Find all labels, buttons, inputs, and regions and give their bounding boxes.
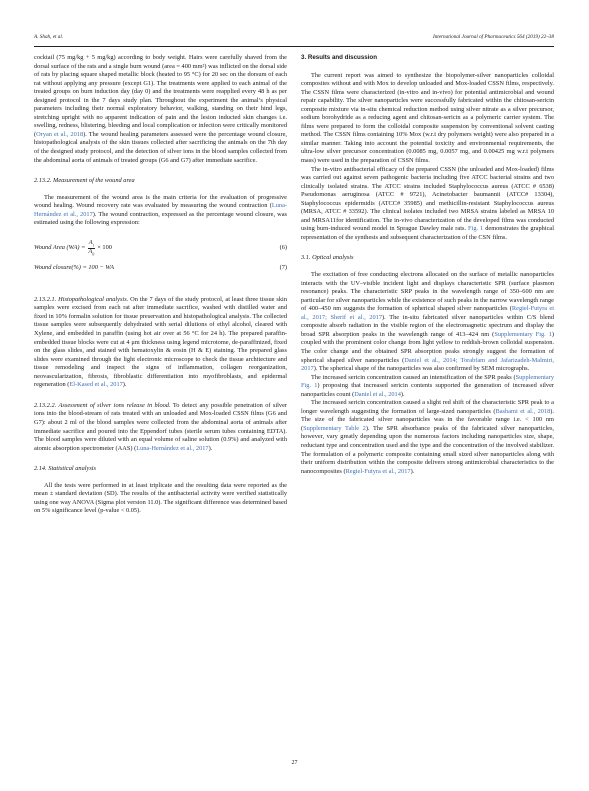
equation-fraction: [87, 240, 95, 258]
paragraph: [301, 166, 554, 243]
paragraph: [301, 271, 554, 374]
text: ) coupled with the prominent color change from light yellow to reddish-brown colloidal suspension. The color change and the obtained SPR absorption peaks strongly suggest the formation of spherical shaped silver nanoparticles (: [301, 330, 554, 364]
text: The excitation of free conducting electrons allocated on the surface of metallic nanoparticles interacts with the UV–visible incident light and displays characteristic SPR (surface plasmon resonance) peaks. The characteristic SRP peaks in the wavelength range of 350–600 nm are particular for silver nanoparticles while the existence of such peaks in the narrow wavelength range of 400–450 nm suggests the formation of spherical shaped silver nanoparticles (: [301, 271, 554, 313]
paragraph: [34, 296, 287, 390]
text: On the 7 days of the study protocol, at least three tissue skin samples were excised from each rat after immediate sacrifice, washed with distilled water and fixed in 10% formalin solution for tissue preservation and histopathological analysis. The collected tissue samples were subsequently dehydrated with serial dilutions of ethyl alcohol, cleared with Xylene, and embedded in paraffin (using hot air over at 56 °C for 24 h). The prepared paraffin-embedded tissue blocks were cut at 4 μm thickness using legend microtome, de-paraffinized, fixed on the glass slides, and stained with hematoxylin & eosin (H & E) staining. The prepared glass slides were examined through the light electronic microscope to check the tissue architecture and tissue remodeling and inspect the signs of inflammation, collagen reorganization, neovascularization, fibrosis, fibroblastic differentiation into myofibroblasts, and epidermal regeneration (: [34, 295, 287, 389]
citation-link[interactable]: El-Kased et al., 2017: [69, 381, 123, 389]
text: ). The SPR absorbance peaks of the fabricated silver nanoparticles, however, vary greatly depending upon the numerous factors including nanoparticles size, shape, reductant type and concentration used and the type and the concentration of the involved stabilizer. The formulation of a polymeric composite containing small sized silver nanoparticles along with their uniform distribution within the composite delivers strong antimicrobial characteristics to the nanocomposites (: [301, 424, 554, 475]
citation-link[interactable]: Regiel-Futyra et al., 2017; Sherif et al., 2017: [301, 305, 554, 321]
equation-rhs: × 100: [97, 244, 112, 252]
text: ).: [400, 390, 405, 398]
equation-number: (7): [279, 263, 287, 271]
citation-link[interactable]: Daniel et al., 2014; Torabfam and Jafarizadeh-Malmiri, 2017: [301, 356, 555, 373]
citation-link[interactable]: Oryan et al., 2018: [36, 130, 84, 138]
text: To detect any possible penetration of silver ions into the blood-stream of rats treated with an unloaded and Mox-loaded CSSN films (G6 and G7): about 2 ml of the blood samples were collected from the abdominal aorta of animals after immediate sacrifice and poured into the Eppendorf tubes (sterile serum tubes containing EDTA). The blood samples were diluted with an equal volume of saline solution (0.9%) and analyzed with atomic absorption spectrometer (AAS) (: [34, 401, 287, 452]
text: ).: [208, 444, 213, 452]
text: The measurement of the wound area is the main criteria for the evaluation of progressive wound healing. Wound recovery rate was evaluated by measuring the wound contraction (: [34, 193, 287, 210]
equation-number: (6): [279, 243, 287, 251]
equation-lhs: Wound Area (WA) =: [34, 244, 86, 252]
text: ) proposing that increased sericin contents supported the generation of increased silver nanoparticles count (: [301, 382, 554, 398]
equation-body: Wound closure(%) = 100 − WA: [34, 263, 115, 271]
equation-6: [34, 236, 287, 258]
figure-link[interactable]: Fig. 1: [468, 225, 484, 233]
right-column: [301, 54, 554, 476]
text: The in-vitro antibacterial efficacy of the prepared CSSN (the unloaded and Mox-loaded) films was carried out against seven pathogenic bacteria including five ATCC bacterial strains and two clinically isolated strains. The ATCC strains included Staphylococcus aureus (ATCC # 6538) Pseudomonas aeruginosa (ATCC # 9721), Acinetobacter baumannii (ATCC# 13304), Staphylococcus epidermidis (ATCC# 35985) and methicillin-resistant Staphylococcus aureus (MRSA, ATCC # 33592). The clinical isolates included two MRSA strains labeled as MRSA 10 and MRSA11for identification. The in-vivo characterization of the developed films was conducted using burn-induced wound model in Sprague Dawley male rats.: [301, 165, 554, 233]
supplementary-link[interactable]: Supplementary Fig. 1: [494, 330, 552, 338]
citation-link[interactable]: Daniel et al., 2014: [354, 390, 401, 398]
text: ). The spherical shape of the nanoparticles was also confirmed by SEM micrographs.: [313, 365, 530, 373]
text: The increased sericin concentration caused an intensification of the SPR peaks (: [311, 373, 516, 381]
paragraph: [301, 374, 554, 400]
page-number: 27: [291, 760, 298, 766]
supplementary-link[interactable]: Supplementary Table 2: [303, 424, 366, 432]
subsection-title: 3.1. Optical analysis: [301, 254, 354, 262]
text: ). The size of the fabricated silver nanoparticles was in the favorable range i.e. < 100 nm (: [301, 407, 554, 432]
section-title: 3. Results and discussion: [301, 54, 377, 61]
running-header: [34, 34, 554, 44]
equation-7: [34, 262, 287, 276]
paragraph: [34, 402, 287, 453]
header-rule: [34, 46, 554, 47]
supplementary-link[interactable]: Supplementary Fig. 1: [301, 373, 554, 390]
text: ).: [410, 467, 415, 475]
text: ). The wound healing parameters assessed were the percentage wound closure, histopathological analysis of the skin tissues collected after sacrificing the animals on the 7th day of the designed study protocol, and the detection of silver ions in the blood samples collected from the abdominal aorta of animals of treated groups (G6 and G7) after immediate sacrifice.: [34, 130, 287, 164]
text: demonstrates the graphical representation of the synthesis and subsequent characterization of the CSN films.: [301, 225, 554, 241]
citation-link[interactable]: Bashami et al., 2018: [495, 407, 551, 415]
text: cocktail (75 mg/kg + 5 mg/kg) according to body weight. Hairs were carefully shaved from the dorsal surface of the rats and a single burn wound (area = 400 mm²) was inflicted on the dorsal side of rats by placing square shaped metallic block (heated to 95 °C) for 20 sec on the dorsum of each rat without applying any pressure (except G1). The treatments were applied to each animal of the treated groups on burn induction day (day 0) and the treatments were reapplied every 48 h as per designed protocol in the 7 days study plan. Throughout the experiment the animal’s physical parameters including their normal exploratory behavior, walking, standing on their hind legs, stretching upright with no apparent indication of pain and the lesion inducted skin changes i.e. swelling, redness, blistering, bleeding and local complication or infection were critically monitored (: [34, 54, 287, 138]
text: ). The in-situ fabricated silver nanoparticles within C/S blend composite absorb radiation in the visible region of the electromagnetic spectrum and display the broad SPR absorption peaks in the wavelength range of 413–424 nm (: [301, 313, 554, 338]
text: The increased sericin concentration caused a slight red shift of the characteristic SPR peak to a longer wavelength suggesting the formation of large-sized nanoparticles (: [301, 399, 554, 415]
numerator-subscript: t: [92, 242, 94, 248]
subsection-title: 2.14. Statistical analysis: [34, 465, 97, 473]
paragraph: The current report was aimed to synthesize the biopolymer-silver nanoparticles colloidal composites without and with Mox to develop unloaded and Mox-loaded CSSN films, respectively. The CSSN films were characterized (in-vitro and in-vivo) for potential antimicrobial and wound repair capability. The silver nanoparticles were successfully fabricated within the chitosan-sericin composite mixture via in-situ chemical reduction method using silver nitrate as a silver precursor, sodium borohydride as a reducing agent and chitosan-sericin as a polymeric carrier system. The films were prepared to form the colloidal composite suspension by conventional solvent casting method. The CSSN films containing 10% Mox (w.r.t dry polymers weight) were also prepared in a similar manner. Taking into account the potential toxicity and environmental requirements, the ultra-low silver precursor concentration (0.0085 mg, 0.0057 mg, and 0.00425 mg w.r.t polymers mass) were used in the preparation of CSSN films.: [301, 71, 554, 165]
text: ). The wound contraction, expressed as the percentage wound closure, was estimated using the following expression:: [34, 210, 287, 227]
citation-link[interactable]: Luna-Hernández et al., 2017: [136, 444, 209, 452]
paragraph: [34, 54, 287, 165]
paragraph: [34, 194, 287, 228]
citation-link[interactable]: Luna-Hernández et al., 2017: [34, 202, 287, 218]
left-column: [34, 54, 287, 516]
running-header-authors: A. Shah, et al.: [34, 34, 64, 40]
citation-link[interactable]: Regiel-Futyra et al., 2017: [345, 467, 411, 475]
text: ).: [122, 381, 127, 389]
fraction-numerator: A: [88, 238, 93, 246]
running-header-journal: International Journal of Pharmaceutics 564 (2019) 22–38: [432, 34, 554, 40]
inline-heading: 2.13.2.1. Histopathological analysis.: [34, 295, 129, 303]
subsection-title: 2.13.2. Measurement of the wound area: [34, 177, 135, 185]
inline-heading: 2.13.2.2. Assessment of silver ions release in blood.: [34, 401, 171, 409]
denominator-subscript: 0: [92, 251, 95, 257]
fraction-denominator: A: [88, 248, 93, 256]
paragraph: All the tests were performed in at least triplicate and the resulting data were reported as the mean ± standard deviation (SD). The results of the antibacterial activity were verified statistically using one way ANOVA (Sigma plot version 11.0). The significant difference was determined based on 5% significance level (p-value < 0.05).: [34, 481, 287, 515]
paragraph: [301, 399, 554, 476]
